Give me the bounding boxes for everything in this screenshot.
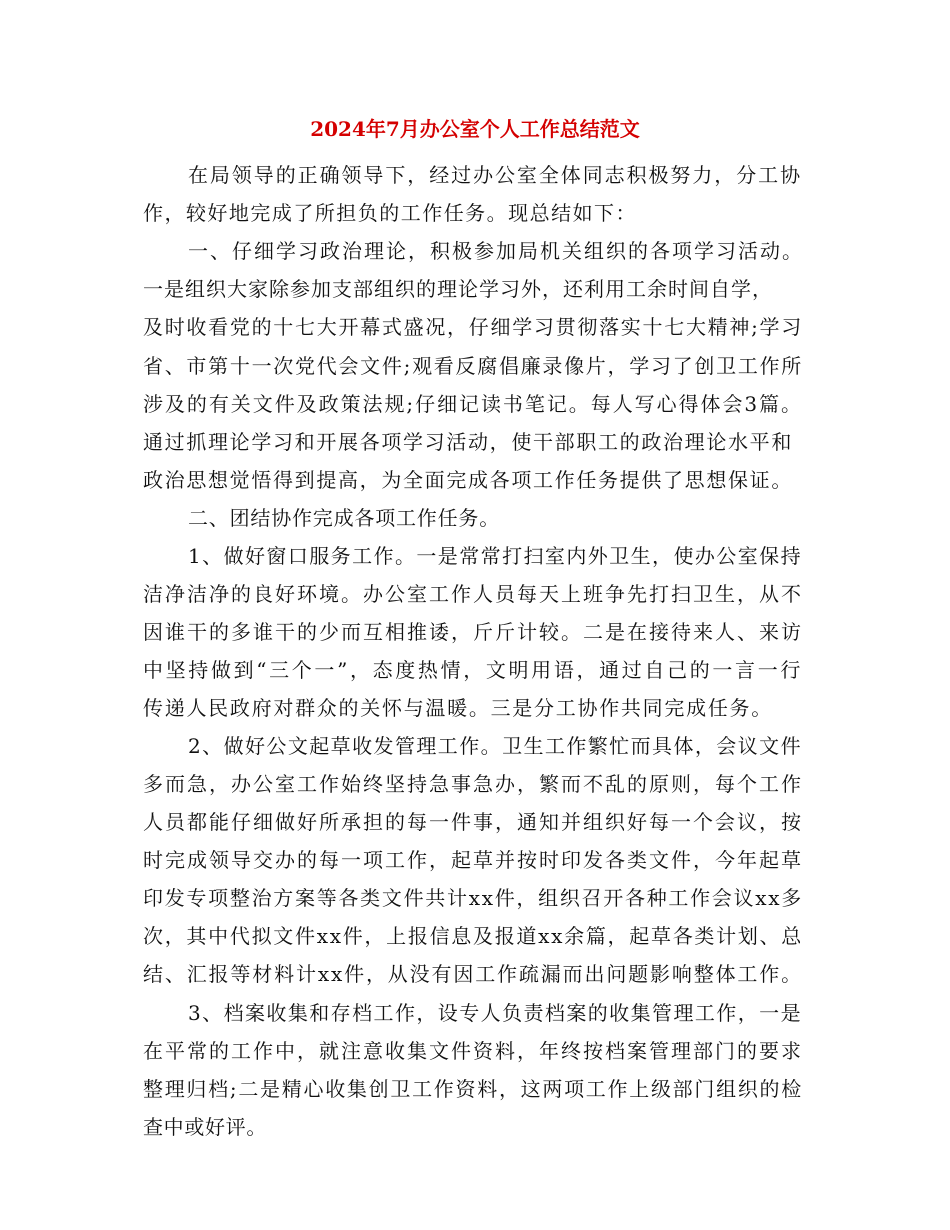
text-line: 3、档案收集和存档工作，设专人负责档案的收集管理工作，一是 — [188, 1001, 802, 1025]
text-line: 一、仔细学习政治理论，积极参加局机关组织的各项学习活动。 — [188, 239, 804, 263]
text-line: 1、做好窗口服务工作。一是常常打扫室内外卫生，使办公室保持 — [188, 544, 802, 568]
text-line: 省、市第十一次党代会文件;观看反腐倡廉录像片，学习了创卫工作所 — [143, 354, 803, 378]
text-line: 传递人民政府对群众的关怀与温暖。三是分工协作共同完成任务。 — [143, 696, 773, 720]
text-line: 2、做好公文起草收发管理工作。卫生工作繁忙而具体，会议文件 — [188, 734, 802, 758]
text-line: 中坚持做到“三个一”，态度热情，文明用语，通过自己的一言一行 — [143, 658, 803, 682]
text-line: 次，其中代拟文件xx件，上报信息及报道xx余篇，起草各类计划、总 — [143, 924, 803, 948]
text-line: 印发专项整治方案等各类文件共计xx件，组织召开各种工作会议xx多 — [143, 886, 803, 910]
text-line: 在局领导的正确领导下，经过办公室全体同志积极努力，分工协 — [188, 163, 802, 187]
text-line: 因谁干的多谁干的少而互相推诿，斤斤计较。二是在接待来人、来访 — [143, 620, 803, 644]
text-line: 涉及的有关文件及政策法规;仔细记读书笔记。每人写心得体会3篇。 — [143, 392, 803, 416]
text-line: 一是组织大家除参加支部组织的理论学习外，还利用工余时间自学， — [143, 277, 773, 301]
text-line: 政治思想觉悟得到提高，为全面完成各项工作任务提供了思想保证。 — [143, 468, 793, 492]
text-line: 通过抓理论学习和开展各项学习活动，使干部职工的政治理论水平和 — [143, 430, 793, 454]
text-line: 查中或好评。 — [143, 1115, 267, 1139]
text-line: 时完成领导交办的每一项工作，起草并按时印发各类文件，今年起草 — [143, 848, 803, 872]
text-line: 人员都能仔细做好所承担的每一件事，通知并组织好每一个会议，按 — [143, 810, 803, 834]
text-line: 在平常的工作中，就注意收集文件资料，年终按档案管理部门的要求 — [143, 1039, 803, 1063]
document-title: 2024年7月办公室个人工作总结范文 — [310, 117, 640, 141]
text-line: 及时收看党的十七大开幕式盛况，仔细学习贯彻落实十七大精神;学习 — [143, 315, 803, 339]
text-line: 二、团结协作完成各项工作任务。 — [188, 506, 500, 530]
text-line: 结、汇报等材料计xx件，从没有因工作疏漏而出问题影响整体工作。 — [143, 962, 803, 986]
text-line: 整理归档;二是精心收集创卫工作资料，这两项工作上级部门组织的检 — [143, 1077, 803, 1101]
text-line: 多而急，办公室工作始终坚持急事急办，繁而不乱的原则，每个工作 — [143, 772, 803, 796]
text-line: 洁净洁净的良好环境。办公室工作人员每天上班争先打扫卫生，从不 — [143, 582, 803, 606]
text-line: 作，较好地完成了所担负的工作任务。现总结如下： — [143, 201, 637, 225]
